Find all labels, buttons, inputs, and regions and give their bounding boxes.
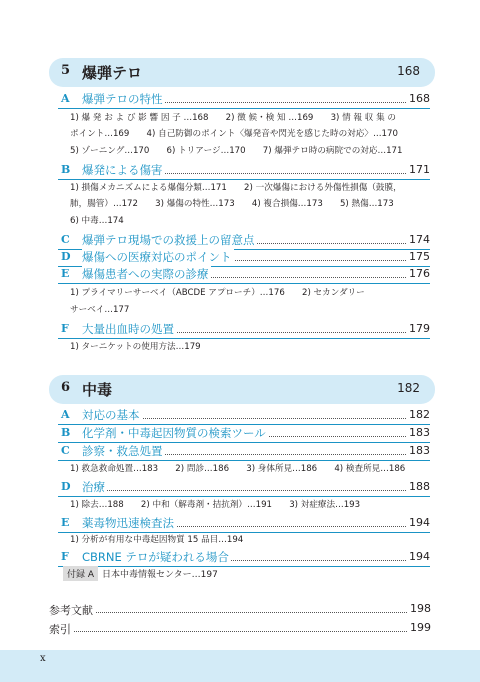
section-page: 188: [406, 480, 430, 493]
section-title: CBRNE テロが疑われる場合: [82, 550, 229, 564]
toc-section-6c[interactable]: [58, 442, 430, 460]
subsection-line: 1) 損傷メカニズムによる爆傷分類…171 2) 一次爆傷における外傷性損傷（鼓膜，: [70, 183, 402, 193]
section-letter: E: [61, 516, 70, 529]
back-matter-page: 199: [407, 621, 431, 634]
section-title: 爆発による傷害: [82, 163, 163, 177]
subsection-line: 肺，腸管）…172 3) 爆傷の特性…173 4) 複合損傷…173 5) 熱傷…173: [70, 199, 394, 209]
subsection-line: サーベイ…177: [70, 305, 130, 315]
section-title: 対応の基本: [82, 408, 140, 422]
chapter-page: 182: [397, 381, 420, 395]
section-title: 大量出血時の処置: [82, 322, 174, 336]
toc-references[interactable]: [49, 602, 431, 618]
subsection-line: 1) 除去…188 2) 中和（解毒剤・拮抗剤）…191 3) 対症療法…193: [70, 500, 361, 510]
section-letter: A: [61, 408, 70, 421]
toc-section-6f[interactable]: [58, 548, 430, 566]
section-letter: E: [61, 267, 70, 280]
page-folio: x: [40, 653, 46, 664]
section-letter: C: [61, 233, 70, 246]
chapter-title: 中毒: [82, 381, 113, 399]
toc-section-6a[interactable]: [58, 406, 430, 424]
section-letter: F: [61, 322, 69, 335]
toc-section-5a[interactable]: [58, 90, 430, 108]
chapter-title: 爆弾テロ: [82, 64, 143, 82]
toc-index[interactable]: [49, 621, 431, 637]
toc-section-6b[interactable]: [58, 424, 430, 442]
chapter-page: 168: [397, 64, 420, 78]
section-page: 182: [406, 408, 430, 421]
toc-section-5d[interactable]: [58, 248, 430, 266]
section-letter: D: [61, 480, 71, 493]
back-matter-label: 参考文献: [49, 604, 93, 617]
section-letter: B: [61, 426, 71, 439]
subsection-line: 1) プライマリーサーベイ（ABCDE アプローチ）…176 2) セカンダリー: [70, 288, 365, 298]
subsection-line: 5) ゾーニング…170 6) トリアージ…170 7) 爆弾テロ時の病院での対応…171: [70, 146, 403, 156]
section-underline: [58, 283, 430, 284]
section-page: 176: [406, 267, 430, 280]
section-title: 治療: [82, 480, 105, 494]
subsection-line: 1) 爆 発 お よ び 影 響 因 子 …168 2) 徴 候・検 知 …169 3) 情 報 収 集 の: [70, 113, 397, 123]
section-letter: B: [61, 163, 71, 176]
toc-section-5e[interactable]: [58, 265, 430, 283]
section-letter: C: [61, 444, 70, 457]
toc-section-5b[interactable]: [58, 161, 430, 179]
chapter-number: 6: [61, 380, 71, 395]
section-title: 爆傷への医療対応のポイント: [82, 250, 232, 264]
section-page: 179: [406, 322, 430, 335]
section-page: 194: [406, 550, 430, 563]
chapter-6-header: [49, 375, 435, 404]
section-letter: A: [61, 92, 70, 105]
section-page: 194: [406, 516, 430, 529]
section-title: 爆傷患者への実際の診療: [82, 267, 209, 281]
section-underline: [58, 108, 430, 109]
section-letter: D: [61, 250, 71, 263]
appendix-text: 日本中毒情報センター…197: [102, 570, 218, 580]
chapter-5-header: [49, 58, 435, 87]
section-underline: [58, 179, 430, 180]
section-page: 175: [406, 250, 430, 263]
back-matter-page: 198: [407, 602, 431, 615]
subsection-line: 1) 救急救命処置…183 2) 問診…186 3) 身体所見…186 4) 検査所見…186: [70, 464, 406, 474]
section-underline: [58, 338, 430, 339]
section-page: 183: [406, 426, 430, 439]
subsection-line: 1) 分析が有用な中毒起因物質 15 品目…194: [70, 535, 244, 545]
appendix-tag: 付録 A: [63, 566, 98, 581]
section-page: 171: [406, 163, 430, 176]
section-title: 爆弾テロの特性: [82, 92, 163, 106]
leader-dots: [59, 612, 407, 613]
section-title: 爆弾テロ現場での救援上の留意点: [82, 233, 255, 247]
section-underline: [58, 496, 430, 497]
subsection-line: ポイント…169 4) 自己防御のポイント〈爆発音や閃光を感じた時の対応〉…170: [70, 129, 398, 139]
section-page: 183: [406, 444, 430, 457]
leader-dots: [88, 490, 410, 491]
appendix-entry[interactable]: [63, 566, 218, 581]
section-title: 薬毒物迅速検査法: [82, 516, 174, 530]
subsection-line: 6) 中毒…174: [70, 216, 124, 226]
chapter-number: 5: [61, 63, 71, 78]
leader-dots: [59, 631, 407, 632]
section-letter: F: [61, 550, 69, 563]
section-underline: [58, 460, 430, 461]
section-title: 化学剤・中毒起因物質の検索ツール: [82, 426, 266, 440]
toc-section-5c[interactable]: [58, 231, 430, 249]
back-matter-label: 索引: [49, 623, 71, 636]
subsection-line: 1) ターニケットの使用方法…179: [70, 342, 201, 352]
page-footer: [0, 650, 480, 682]
section-page: 174: [406, 233, 430, 246]
section-title: 診察・救急処置: [82, 444, 163, 458]
toc-section-6e[interactable]: [58, 514, 430, 532]
toc-section-5f[interactable]: [58, 320, 430, 338]
toc-section-6d[interactable]: [58, 478, 430, 496]
section-page: 168: [406, 92, 430, 105]
